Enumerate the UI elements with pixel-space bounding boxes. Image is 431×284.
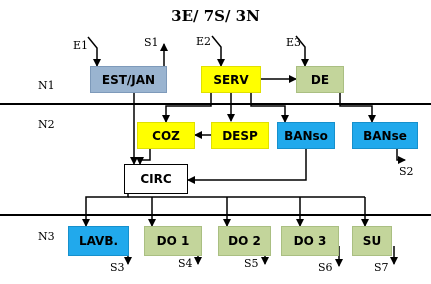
output-label-s3: S3: [110, 261, 125, 274]
node-serv[interactable]: SERV: [201, 66, 261, 93]
output-arrow-s2: [397, 149, 405, 160]
output-label-s4: S4: [178, 257, 193, 270]
output-label-s7: S7: [374, 261, 389, 274]
edge-serv-banso: [251, 93, 285, 122]
edge-serv-coz: [166, 93, 211, 122]
edge-banso-circ: [188, 149, 306, 180]
level-label-n2: N2: [38, 118, 55, 131]
input-arrow-e1: [88, 37, 97, 66]
level-label-n1: N1: [38, 79, 55, 92]
output-label-s2: S2: [399, 165, 414, 178]
node-su[interactable]: SU: [352, 226, 392, 256]
node-banse[interactable]: BANse: [352, 122, 418, 149]
output-label-s5: S5: [244, 257, 259, 270]
edge-de-banse: [340, 93, 372, 122]
node-desp[interactable]: DESP: [211, 122, 269, 149]
node-est-jan[interactable]: EST/JAN: [90, 66, 167, 93]
node-de[interactable]: DE: [296, 66, 344, 93]
input-label-e1: E1: [73, 39, 89, 52]
input-label-e3: E3: [286, 36, 302, 49]
edge-circ-bus: [86, 194, 128, 226]
diagram-title: 3E/ 7S/ 3N: [171, 7, 260, 25]
output-label-s1: S1: [144, 36, 159, 49]
node-do3[interactable]: DO 3: [281, 226, 339, 256]
node-lavb[interactable]: LAVB.: [68, 226, 129, 256]
node-coz[interactable]: COZ: [137, 122, 195, 149]
input-label-e2: E2: [196, 35, 212, 48]
output-label-s6: S6: [318, 261, 333, 274]
node-banso[interactable]: BANso: [277, 122, 335, 149]
level-label-n3: N3: [38, 230, 55, 243]
edge-coz-circ: [140, 149, 150, 164]
node-circ[interactable]: CIRC: [124, 164, 188, 194]
node-do2[interactable]: DO 2: [218, 226, 271, 256]
input-arrow-e2: [212, 36, 221, 66]
node-do1[interactable]: DO 1: [144, 226, 202, 256]
